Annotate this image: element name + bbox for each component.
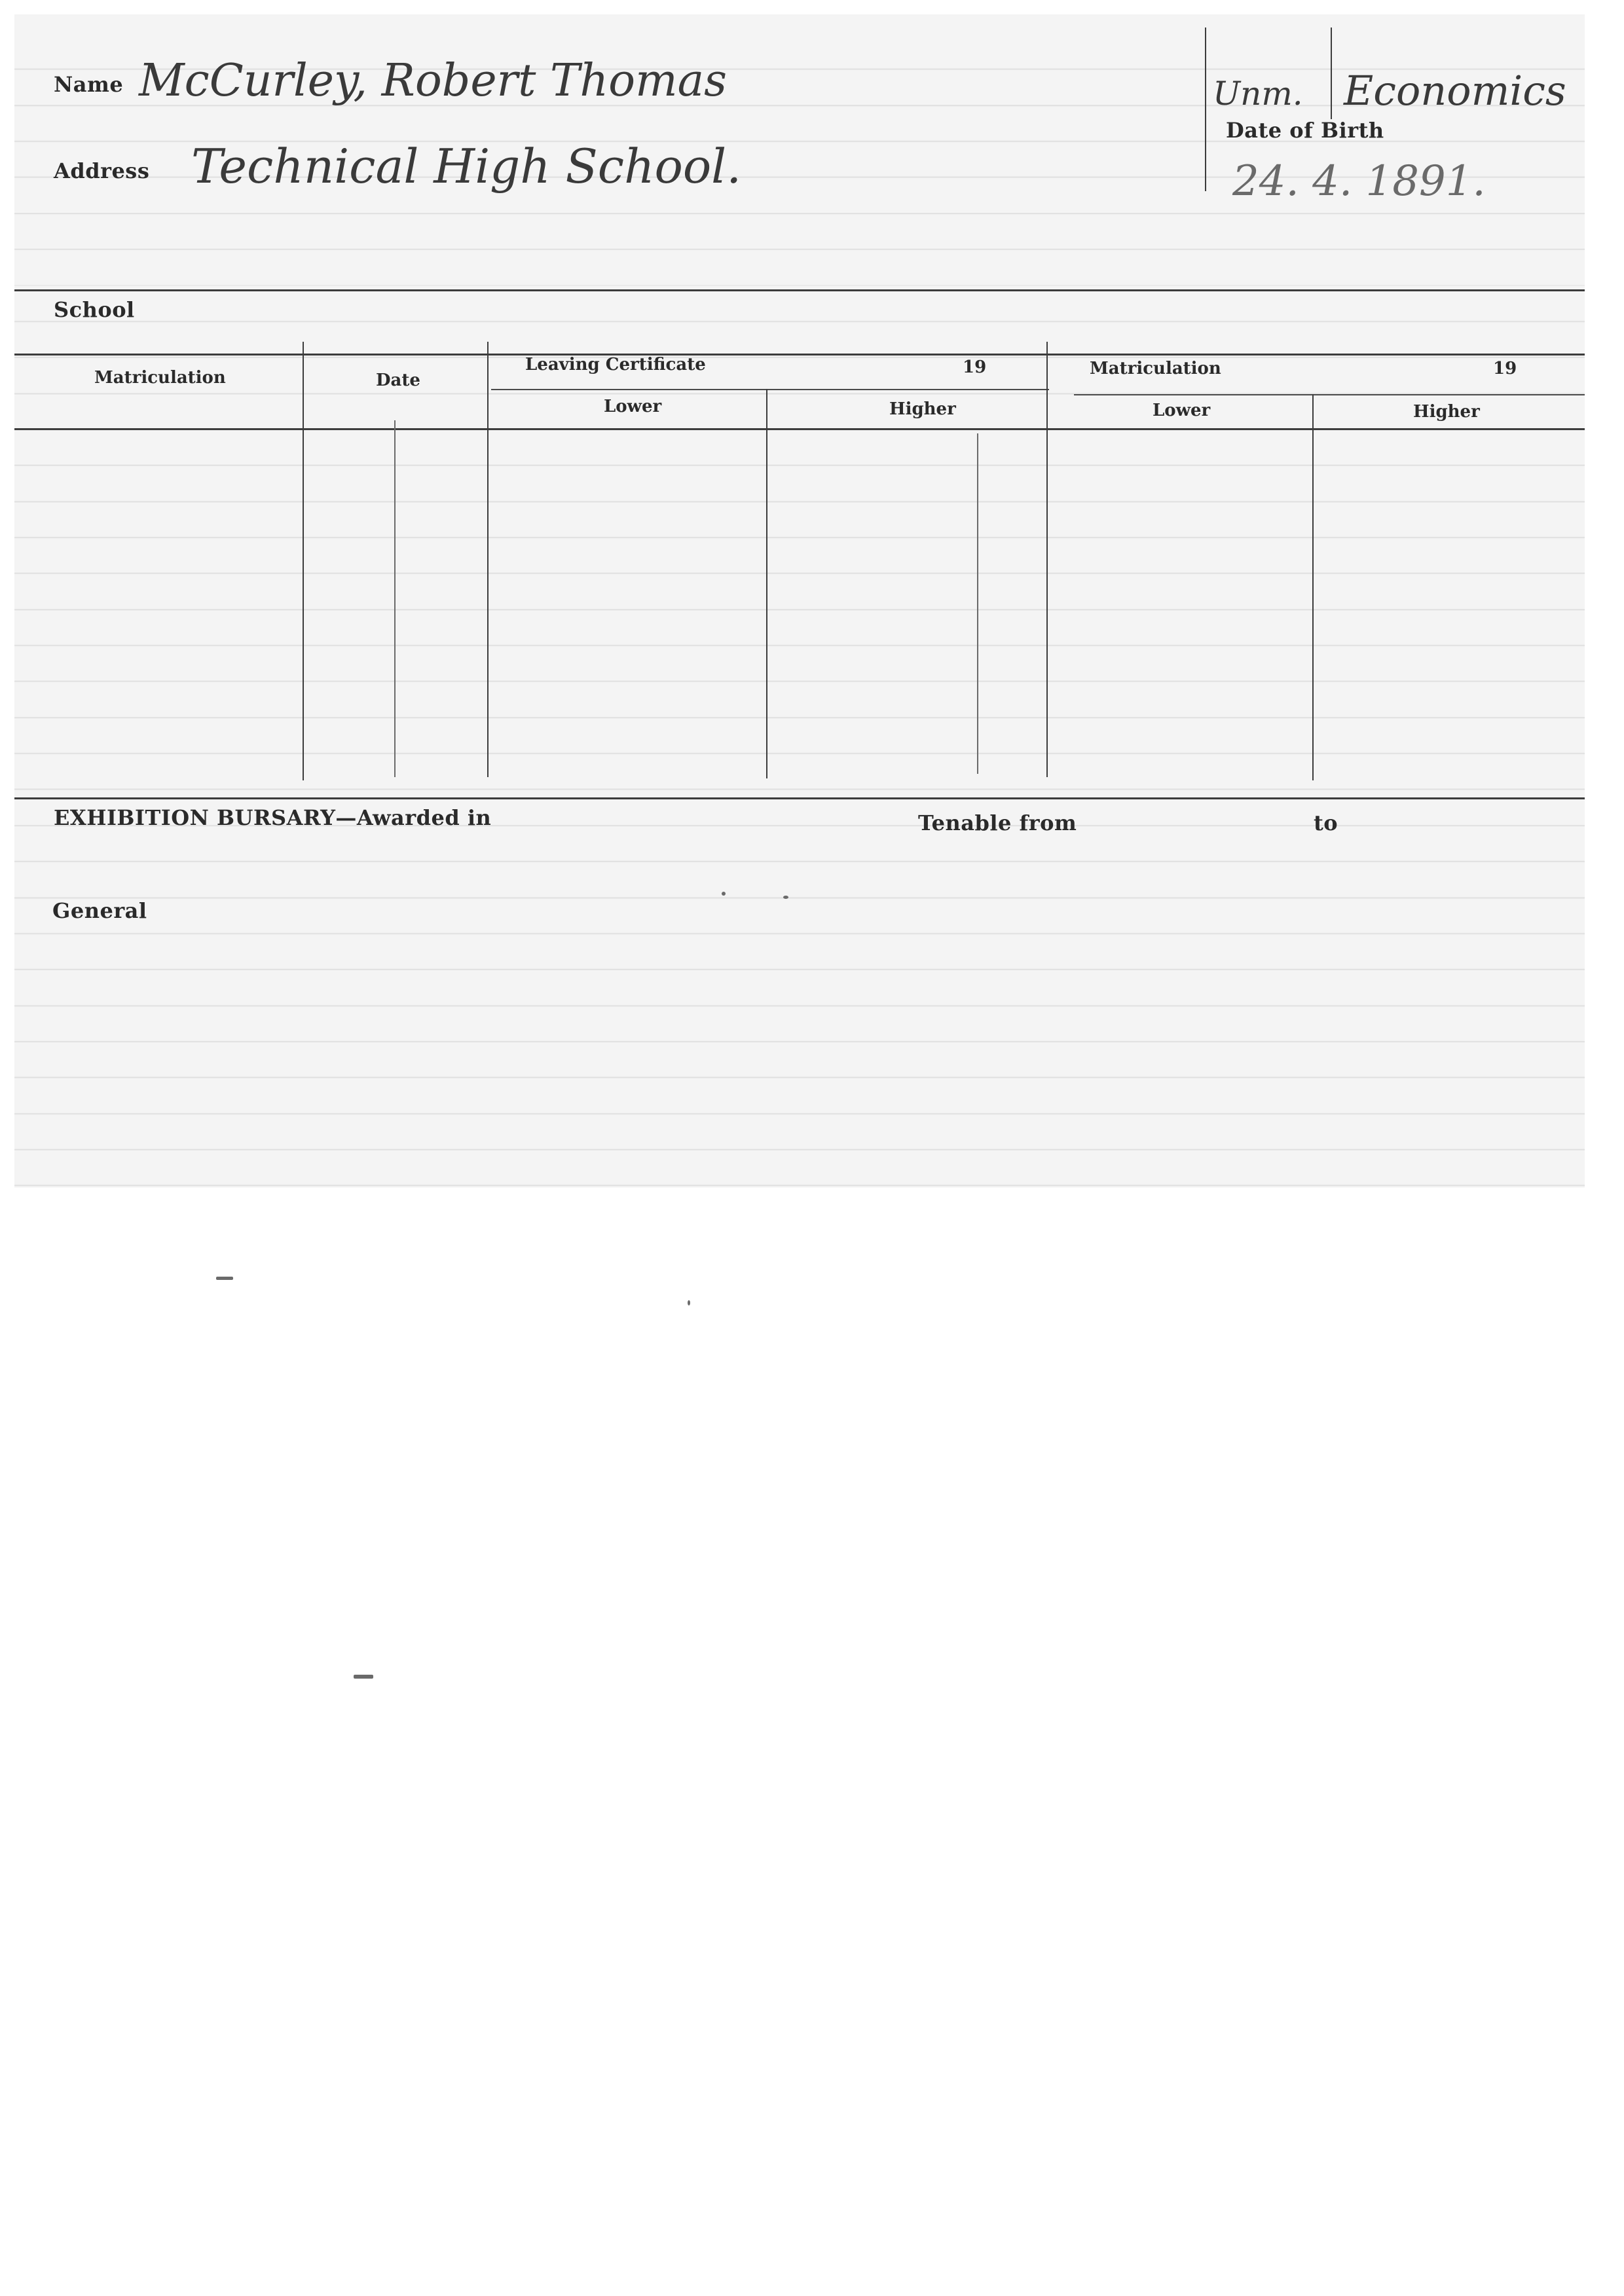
record-card [14, 14, 1585, 1188]
matriculation-2-year: 19 [1493, 359, 1517, 378]
stray-mark [688, 1300, 690, 1305]
matriculation-2-header: Matriculation [1090, 359, 1221, 378]
bursary-awarded-label: EXHIBITION BURSARY—Awarded in [54, 805, 492, 830]
matriculation-header: Matriculation [94, 368, 226, 388]
col-divider-4 [1046, 342, 1048, 777]
name-value: McCurley, Robert Thomas [139, 55, 728, 107]
address-value: Technical High School. [191, 139, 742, 194]
table-header-rule [14, 428, 1585, 430]
stray-mark [354, 1675, 373, 1679]
university-value: Unm. [1213, 75, 1303, 113]
col-divider-date-sub [394, 420, 396, 777]
col-divider-3 [766, 389, 767, 778]
higher-2-header: Higher [1413, 402, 1480, 422]
col-divider-2 [487, 342, 489, 777]
tenable-to-label: to [1314, 811, 1338, 835]
faculty-divider [1331, 27, 1332, 119]
col-divider-5 [1312, 394, 1314, 780]
leaving-certificate-header: Leaving Certificate [525, 355, 706, 374]
faculty-value: Economics [1344, 67, 1566, 115]
leaving-subheader-rule [491, 389, 1049, 390]
bursary-top-rule [14, 797, 1585, 799]
dob-value: 24. 4. 1891. [1232, 157, 1486, 206]
stray-mark [216, 1277, 233, 1280]
lower-1-header: Lower [604, 397, 662, 416]
university-divider [1205, 27, 1206, 191]
address-label: Address [54, 158, 150, 183]
col-divider-higher-sub [977, 433, 978, 774]
ink-speck [783, 896, 788, 899]
name-label: Name [54, 72, 124, 97]
leaving-year: 19 [963, 357, 987, 377]
school-label: School [54, 297, 135, 322]
col-divider-1 [303, 342, 304, 780]
higher-1-header: Higher [889, 399, 956, 419]
tenable-from-label: Tenable from [918, 811, 1077, 835]
matric2-subheader-rule [1074, 394, 1585, 395]
dob-label: Date of Birth [1226, 118, 1384, 143]
general-label: General [52, 898, 147, 923]
lower-2-header: Lower [1153, 401, 1211, 420]
ink-speck [722, 892, 726, 896]
school-top-rule [14, 289, 1585, 291]
date-header: Date [376, 371, 420, 390]
table-top-rule [14, 354, 1585, 355]
